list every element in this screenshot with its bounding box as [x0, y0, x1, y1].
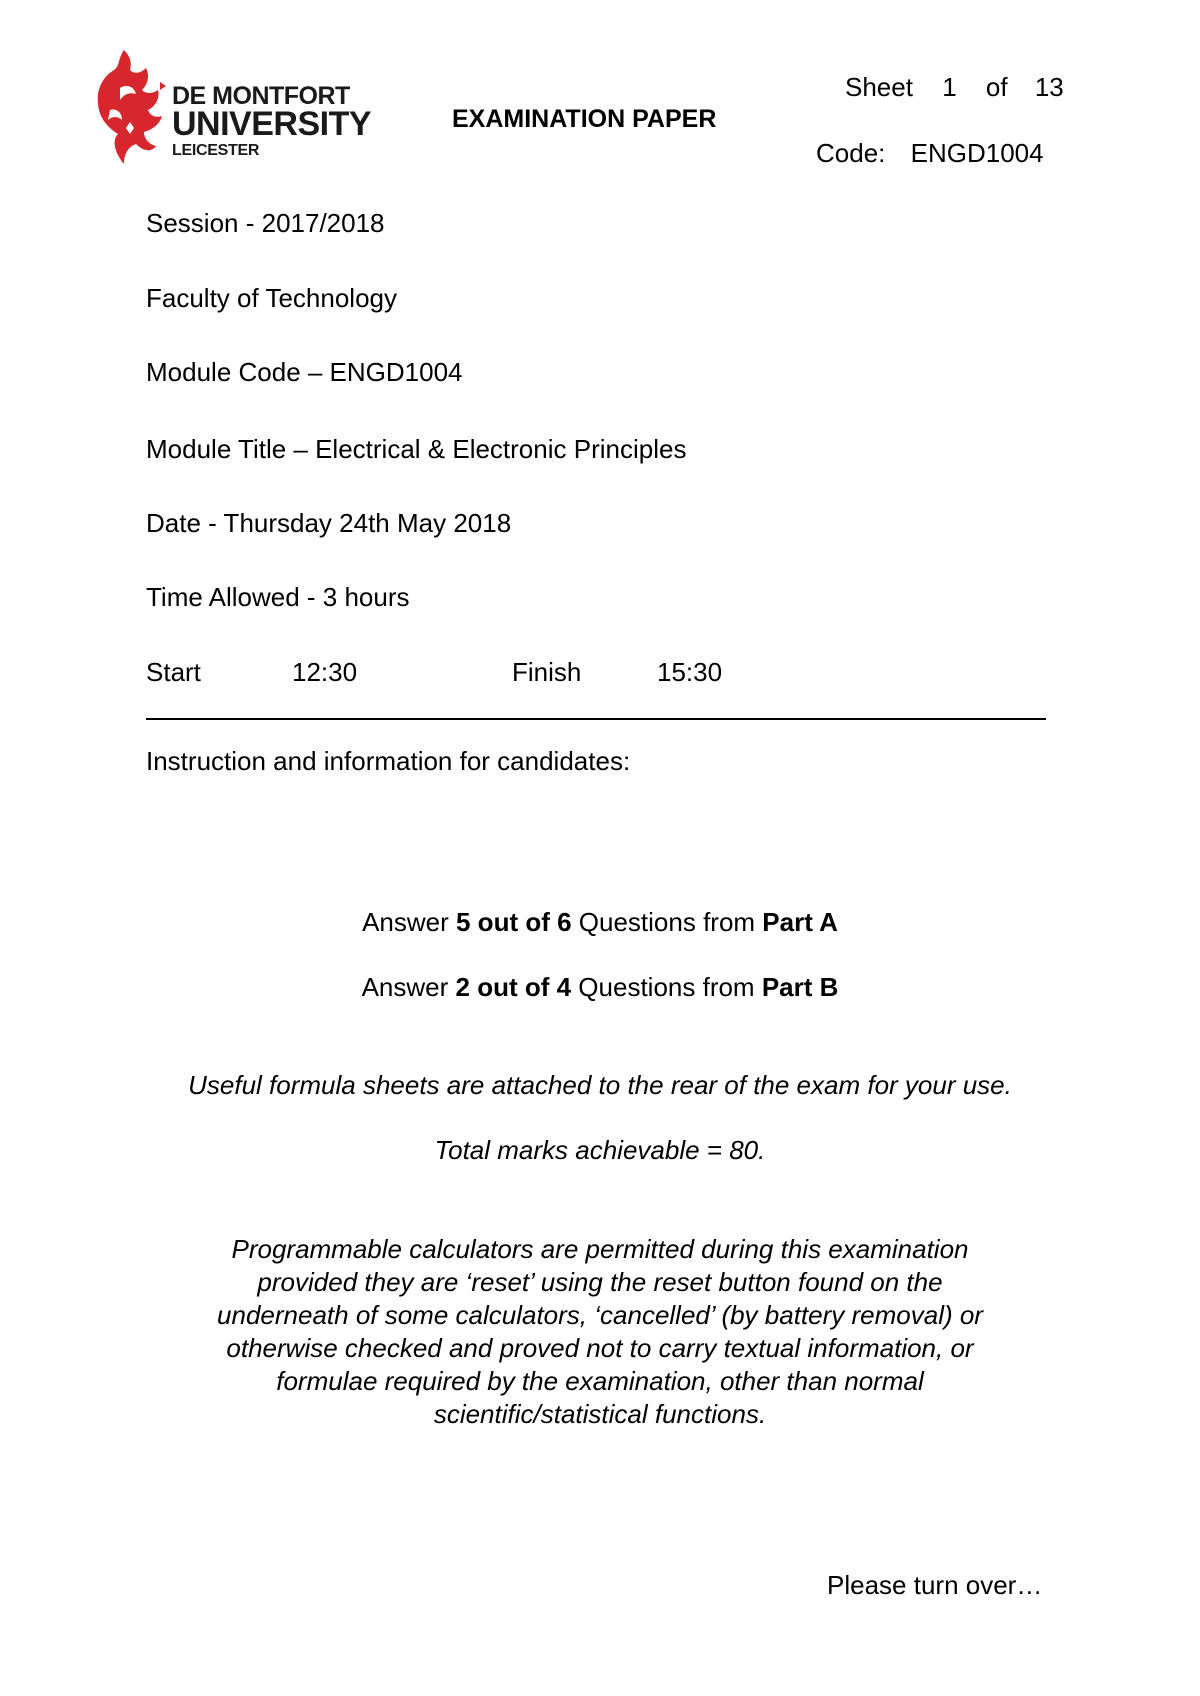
- logo-line-2: UNIVERSITY: [172, 105, 372, 143]
- calculator-policy-line: provided they are ‘reset’ using the reset button found on the: [257, 1267, 943, 1297]
- instructions-heading: Instruction and information for candidates:: [146, 746, 631, 776]
- university-logo: [90, 48, 390, 168]
- logo-line-3: LEICESTER: [172, 142, 260, 159]
- sheet-total: 13: [1034, 72, 1064, 102]
- turn-over-note: Please turn over…: [827, 1570, 1043, 1600]
- formula-note: Useful formula sheets are attached to the rear of the exam for your use.: [188, 1070, 1012, 1100]
- sheet-number: 1: [942, 72, 957, 102]
- code-label: Code:: [816, 138, 886, 168]
- calculator-policy-line: underneath of some calculators, ‘cancelled’ (by battery removal) or: [217, 1300, 983, 1330]
- of-label: of: [985, 72, 1008, 102]
- logo-line-1: DE MONTFORT: [172, 82, 350, 110]
- session-line: Session - 2017/2018: [146, 208, 385, 238]
- part-b-instruction: Answer 2 out of 4 Questions from Part B: [361, 972, 839, 1002]
- calculator-policy-line: scientific/statistical functions.: [433, 1399, 767, 1429]
- module-code-line: Module Code – ENGD1004: [146, 357, 463, 387]
- calculator-policy-line: Programmable calculators are permitted during this examination: [231, 1234, 969, 1264]
- finish-time: 15:30: [657, 657, 723, 687]
- calculator-policy-line: otherwise checked and proved not to carry textual information, or: [226, 1333, 974, 1363]
- sheet-indicator: [845, 72, 1064, 103]
- calculator-policy-line: formulae required by the examination, other than normal: [276, 1366, 924, 1396]
- start-label: Start: [146, 657, 201, 687]
- part-a-instruction: Answer 5 out of 6 Questions from Part A: [362, 907, 838, 937]
- start-time: 12:30: [292, 657, 358, 687]
- finish-label: Finish: [512, 657, 582, 687]
- faculty-line: Faculty of Technology: [146, 283, 397, 313]
- total-marks: Total marks achievable = 80.: [434, 1135, 766, 1165]
- lion-emblem-icon: [90, 48, 170, 168]
- exam-code: [816, 138, 1044, 169]
- time-allowed-line: Time Allowed - 3 hours: [146, 582, 410, 612]
- module-title-line: Module Title – Electrical & Electronic Principles: [146, 434, 687, 464]
- date-line: Date - Thursday 24th May 2018: [146, 508, 512, 538]
- sheet-label: Sheet: [845, 72, 913, 102]
- calculator-policy: [160, 1233, 1040, 1431]
- code-value: ENGD1004: [910, 138, 1044, 168]
- divider-rule: [146, 718, 1046, 720]
- document-title: EXAMINATION PAPER: [452, 105, 717, 133]
